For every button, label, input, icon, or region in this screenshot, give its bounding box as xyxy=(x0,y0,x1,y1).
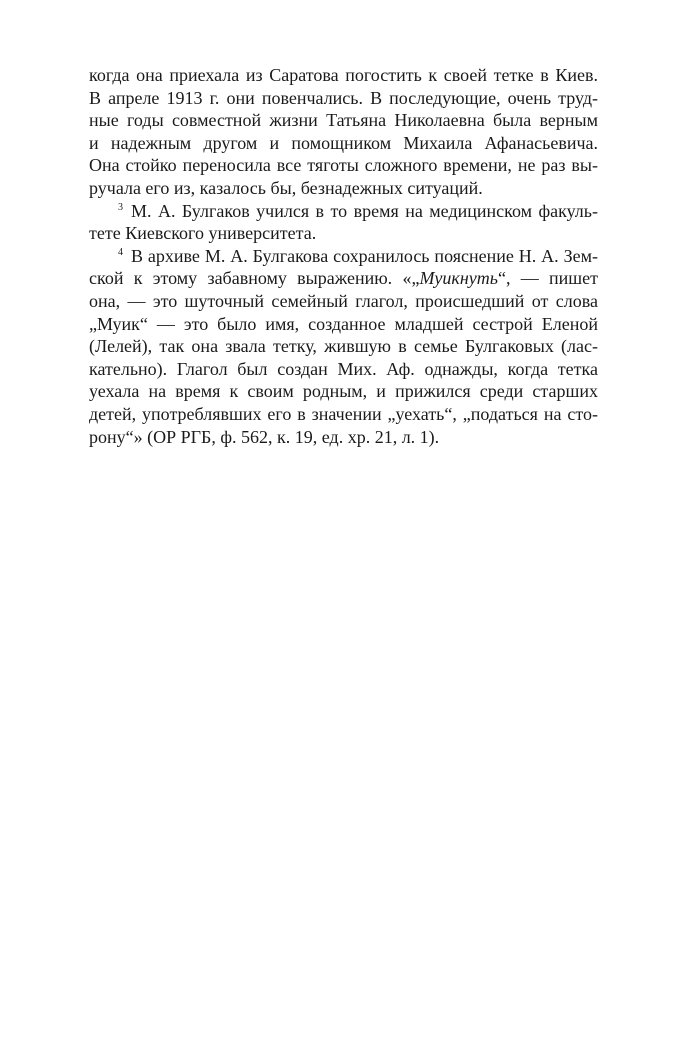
footnote-3 xyxy=(89,200,598,245)
paragraph-main xyxy=(89,64,598,200)
footnote-line: (Лелей), так она звала тетку, жившую в семье Булгаковых (лас- xyxy=(89,336,598,357)
text-line: когда она приехала из Саратова погостить к своей тетке в Киев. xyxy=(89,65,598,85)
footnote-text: ской к этому забавному выражению. «„ xyxy=(89,268,420,289)
footnote-line: она, — это шуточный семейный глагол, происшедший от слова xyxy=(89,290,598,311)
footnote-marker: 4 xyxy=(118,246,123,258)
footnote-text: М. А. Булгаков учился в то время на медицинском факуль- xyxy=(131,200,598,221)
footnote-line xyxy=(89,200,598,223)
text-line: Она стойко переносила все тяготы сложного времени, не раз вы- xyxy=(89,155,598,176)
footnote-line: тете Киевского университета. xyxy=(89,223,317,244)
footnote-marker: 3 xyxy=(118,201,123,213)
footnote-line: уехала на время к своим родным, и прижился среди старших xyxy=(89,381,598,402)
footnote-line: кательно). Глагол был создан Мих. Аф. однажды, когда тетка xyxy=(89,358,598,379)
footnote-4 xyxy=(89,245,598,448)
footnote-line xyxy=(89,267,598,290)
footnote-line: рону“» (ОР РГБ, ф. 562, к. 19, ед. хр. 21, л. 1). xyxy=(89,426,440,447)
text-block xyxy=(89,64,598,448)
footnote-line: детей, употреблявших его в значении „уехать“, „податься на сто- xyxy=(89,403,598,424)
footnote-text: “, — пишет xyxy=(497,268,598,289)
footnote-text: В архиве М. А. Булгакова сохранилось пояснение Н. А. Зем- xyxy=(131,245,598,266)
footnote-line xyxy=(89,245,598,268)
text-line: ные годы совместной жизни Татьяна Николаевна была верным xyxy=(89,110,598,131)
text-line: ручала его из, казалось бы, безнадежных ситуаций. xyxy=(89,177,483,198)
text-line: В апреле 1913 г. они повенчались. В последующие, очень труд- xyxy=(89,87,598,108)
italic-term: Муикнуть xyxy=(419,268,498,289)
footnote-line: „Муик“ — это было имя, созданное младшей сестрой Еленой xyxy=(89,313,598,334)
text-line: и надежным другом и помощником Михаила Афанасьевича. xyxy=(89,132,598,153)
